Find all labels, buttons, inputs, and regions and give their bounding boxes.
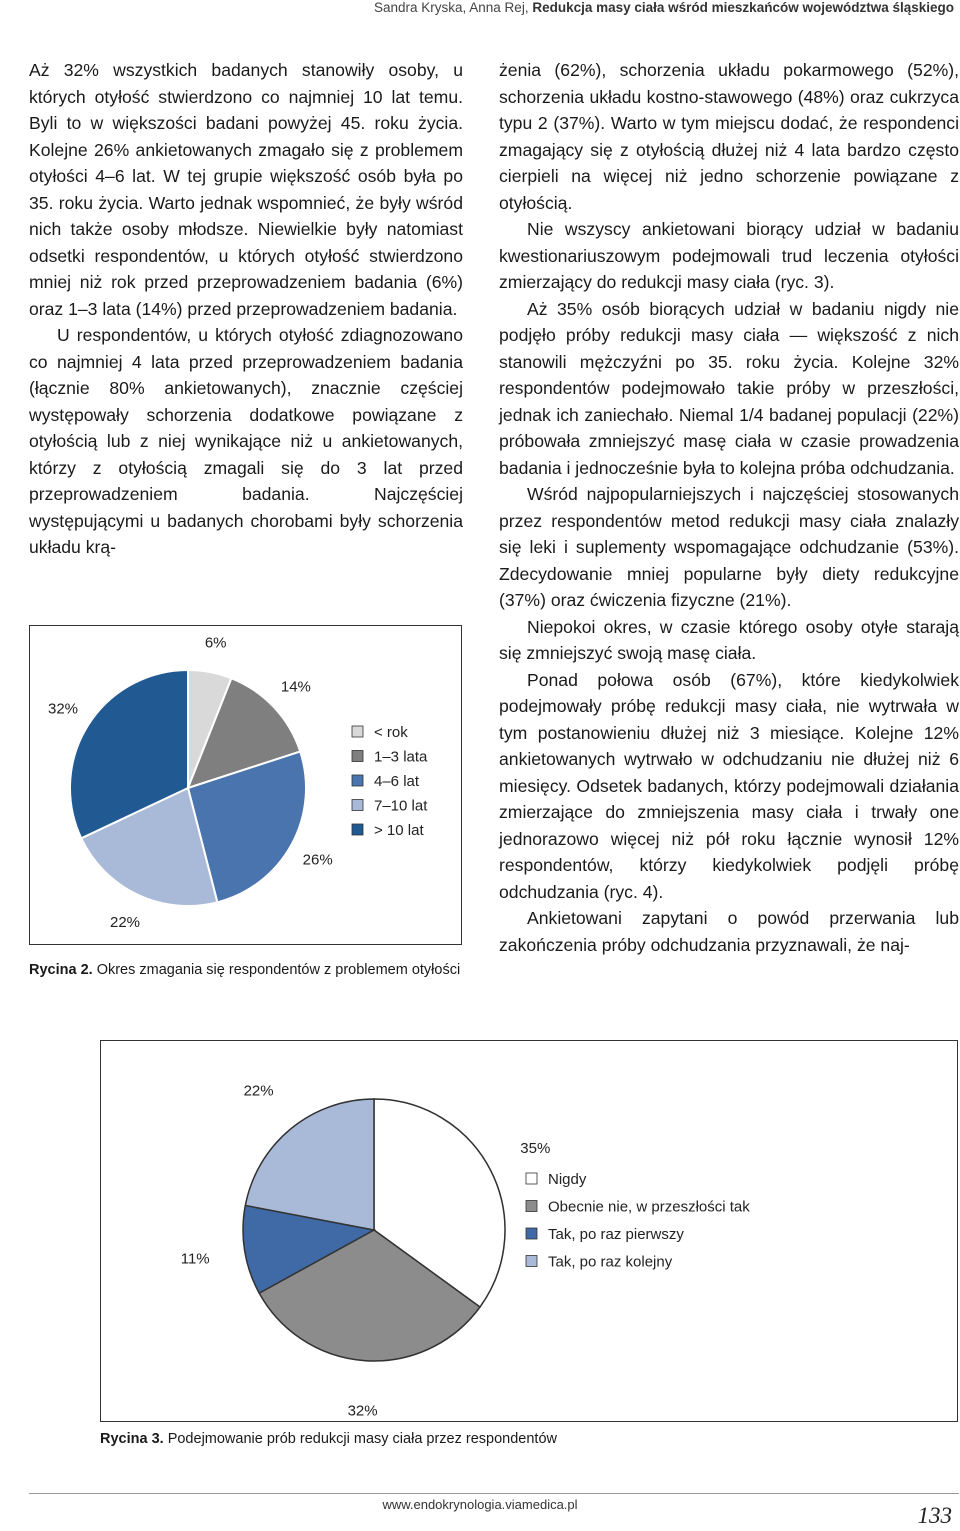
legend-swatch [352, 726, 363, 737]
pie-chart-duration [30, 626, 461, 944]
paragraph: Aż 32% wszystkich badanych stanowiły osoby, u których otyłość stwierdzono co najmniej 10 lat temu. Byli to w większości badani powyżej 45. roku życia. Kolejne 26% ankietowanych zmagało się z problemem otyłości 4–6 lat. W tej grupie większość osób była po 35. roku życia. Warto jednak wspomnieć, że były wśród nich także osoby młodsze. Niewielkie były natomiast odsetki respondentów, u których otyłość stwierdzono mniej niż rok przed przeprowadzeniem badania (6%) oraz 1–3 lata (14%) przed przeprowadzeniem badania. [29, 60, 463, 319]
slice-value-label: 35% [520, 1139, 551, 1157]
figure-2-chart [29, 625, 462, 945]
page-number: 133 [917, 1503, 952, 1528]
slice-value-label: 22% [243, 1082, 274, 1100]
right-text-column [499, 57, 959, 958]
caption-text: Okres zmagania się respondentów z problemem otyłości [92, 962, 461, 978]
pie-chart-attempts [101, 1041, 957, 1421]
paragraph: żenia (62%), schorzenia układu pokarmowego (52%), schorzenia układu kostno-stawowego (48%) oraz cukrzyca typu 2 (37%). Warto w tym miejscu dodać, że respondenci zmagający się z otyłością dłużej niż 4 lata bardzo często cierpieli na więcej niż jedno schorzenie powiązane z otyłością. [499, 60, 959, 213]
paragraph: Niepokoi okres, w czasie którego osoby otyłe starają się zmniejszyć swoją masę ciała. [499, 616, 959, 663]
caption-text: Podejmowanie prób redukcji masy ciała przez respondentów [163, 1431, 557, 1447]
legend-label: < rok [374, 724, 408, 741]
legend-swatch [352, 775, 363, 786]
slice-value-label: 11% [180, 1250, 210, 1268]
legend-swatch [526, 1256, 537, 1267]
paragraph: Nie wszyscy ankietowani biorący udział w badaniu kwestionariuszowym podejmowali trud leczenia otyłości zmierzający do redukcji masy ciała (ryc. 3). [499, 219, 959, 292]
footer-divider [29, 1493, 959, 1494]
paragraph: Aż 35% osób biorących udział w badaniu nigdy nie podjęło próby redukcji masy ciała — większość z nich stanowili mężczyźni po 35. roku życia. Kolejne 32% respondentów podejmowało takie próby w przeszłości, jednak ich zaniechało. Niemal 1/4 badanej populacji (22%) próbowała zmniejszyć masę ciała w czasie prowadzenia badania i jednocześnie była to kolejna próba odchudzania. [499, 298, 959, 478]
legend-swatch [526, 1173, 537, 1184]
figure-2-caption [29, 962, 460, 978]
figure-3-caption [100, 1431, 557, 1447]
legend-swatch [352, 800, 363, 811]
paragraph: Ponad połowa osób (67%), które kiedykolwiek podejmowały próbę redukcji masy ciała, nie wytrwała w tym postanowieniu dłużej niż 3 miesiące. Kolejne 12% ankietowanych wytrwało w odchudzaniu nie dłużej niż 6 miesięcy. Odsetek badanych, którzy podejmowali działania zmierzające do zmniejszenia masy ciała i trwały one jednorazowo więcej niż pół roku łącznie wynosił 12% respondentów, którzy kiedykolwiek podjęli próbę odchudzania (ryc. 4). [499, 669, 959, 902]
legend-swatch [352, 824, 363, 835]
legend-swatch [526, 1228, 537, 1239]
paragraph: Ankietowani zapytani o powód przerwania lub zakończenia próby odchudzania przyznawali, że naj- [499, 908, 959, 955]
legend-label: 1–3 lata [374, 748, 428, 766]
slice-value-label: 32% [347, 1402, 378, 1420]
caption-label: Rycina 2. [29, 962, 93, 978]
paragraph: Wśród najpopularniejszych i najczęściej stosowanych przez respondentów metod redukcji masy ciała znalazły się leki i suplementy wspomagające odchudzanie (53%). Zdecydowanie mniej popularne były diety redukcyjne (37%) oraz ćwiczenia fizyczne (21%). [499, 484, 959, 610]
figure-3-chart [100, 1040, 958, 1422]
legend-label: Tak, po raz kolejny [548, 1253, 673, 1271]
legend-swatch [526, 1201, 537, 1212]
slice-value-label: 22% [109, 913, 141, 931]
header-authors: Sandra Kryska, Anna Rej, [373, 0, 533, 15]
footer-url: www.endokrynologia.viamedica.pl [382, 1497, 578, 1512]
legend-label: 7–10 lat [374, 797, 428, 815]
slice-value-label: 26% [302, 851, 333, 869]
running-header [374, 0, 954, 15]
slice-value-label: 14% [280, 678, 311, 696]
slice-value-label: 32% [47, 700, 79, 718]
legend-label: > 10 lat [374, 822, 424, 839]
slice-value-label: 6% [204, 634, 227, 652]
header-title: Redukcja masy ciała wśród mieszkańców województwa śląskiego [532, 0, 954, 15]
legend-label: Tak, po raz pierwszy [548, 1226, 684, 1243]
left-text-column [29, 57, 463, 561]
legend-label: Nigdy [548, 1171, 587, 1188]
legend-label: 4–6 lat [374, 773, 420, 790]
legend-label: Obecnie nie, w przeszłości tak [548, 1198, 750, 1216]
paragraph: U respondentów, u których otyłość zdiagnozowano co najmniej 4 lata przed przeprowadzeniem badania (łącznie 80% ankietowanych), znacznie częściej występowały schorzenia dodatkowe powiązane z otyłością lub z niej wynikające niż u ankietowanych, którzy z otyłością zmagali się do 3 lat przed przeprowadzeniem badania. Najczęściej występującymi u badanych chorobami były schorzenia układu krą- [29, 325, 463, 557]
caption-label: Rycina 3. [100, 1431, 164, 1447]
legend-swatch [352, 751, 363, 762]
